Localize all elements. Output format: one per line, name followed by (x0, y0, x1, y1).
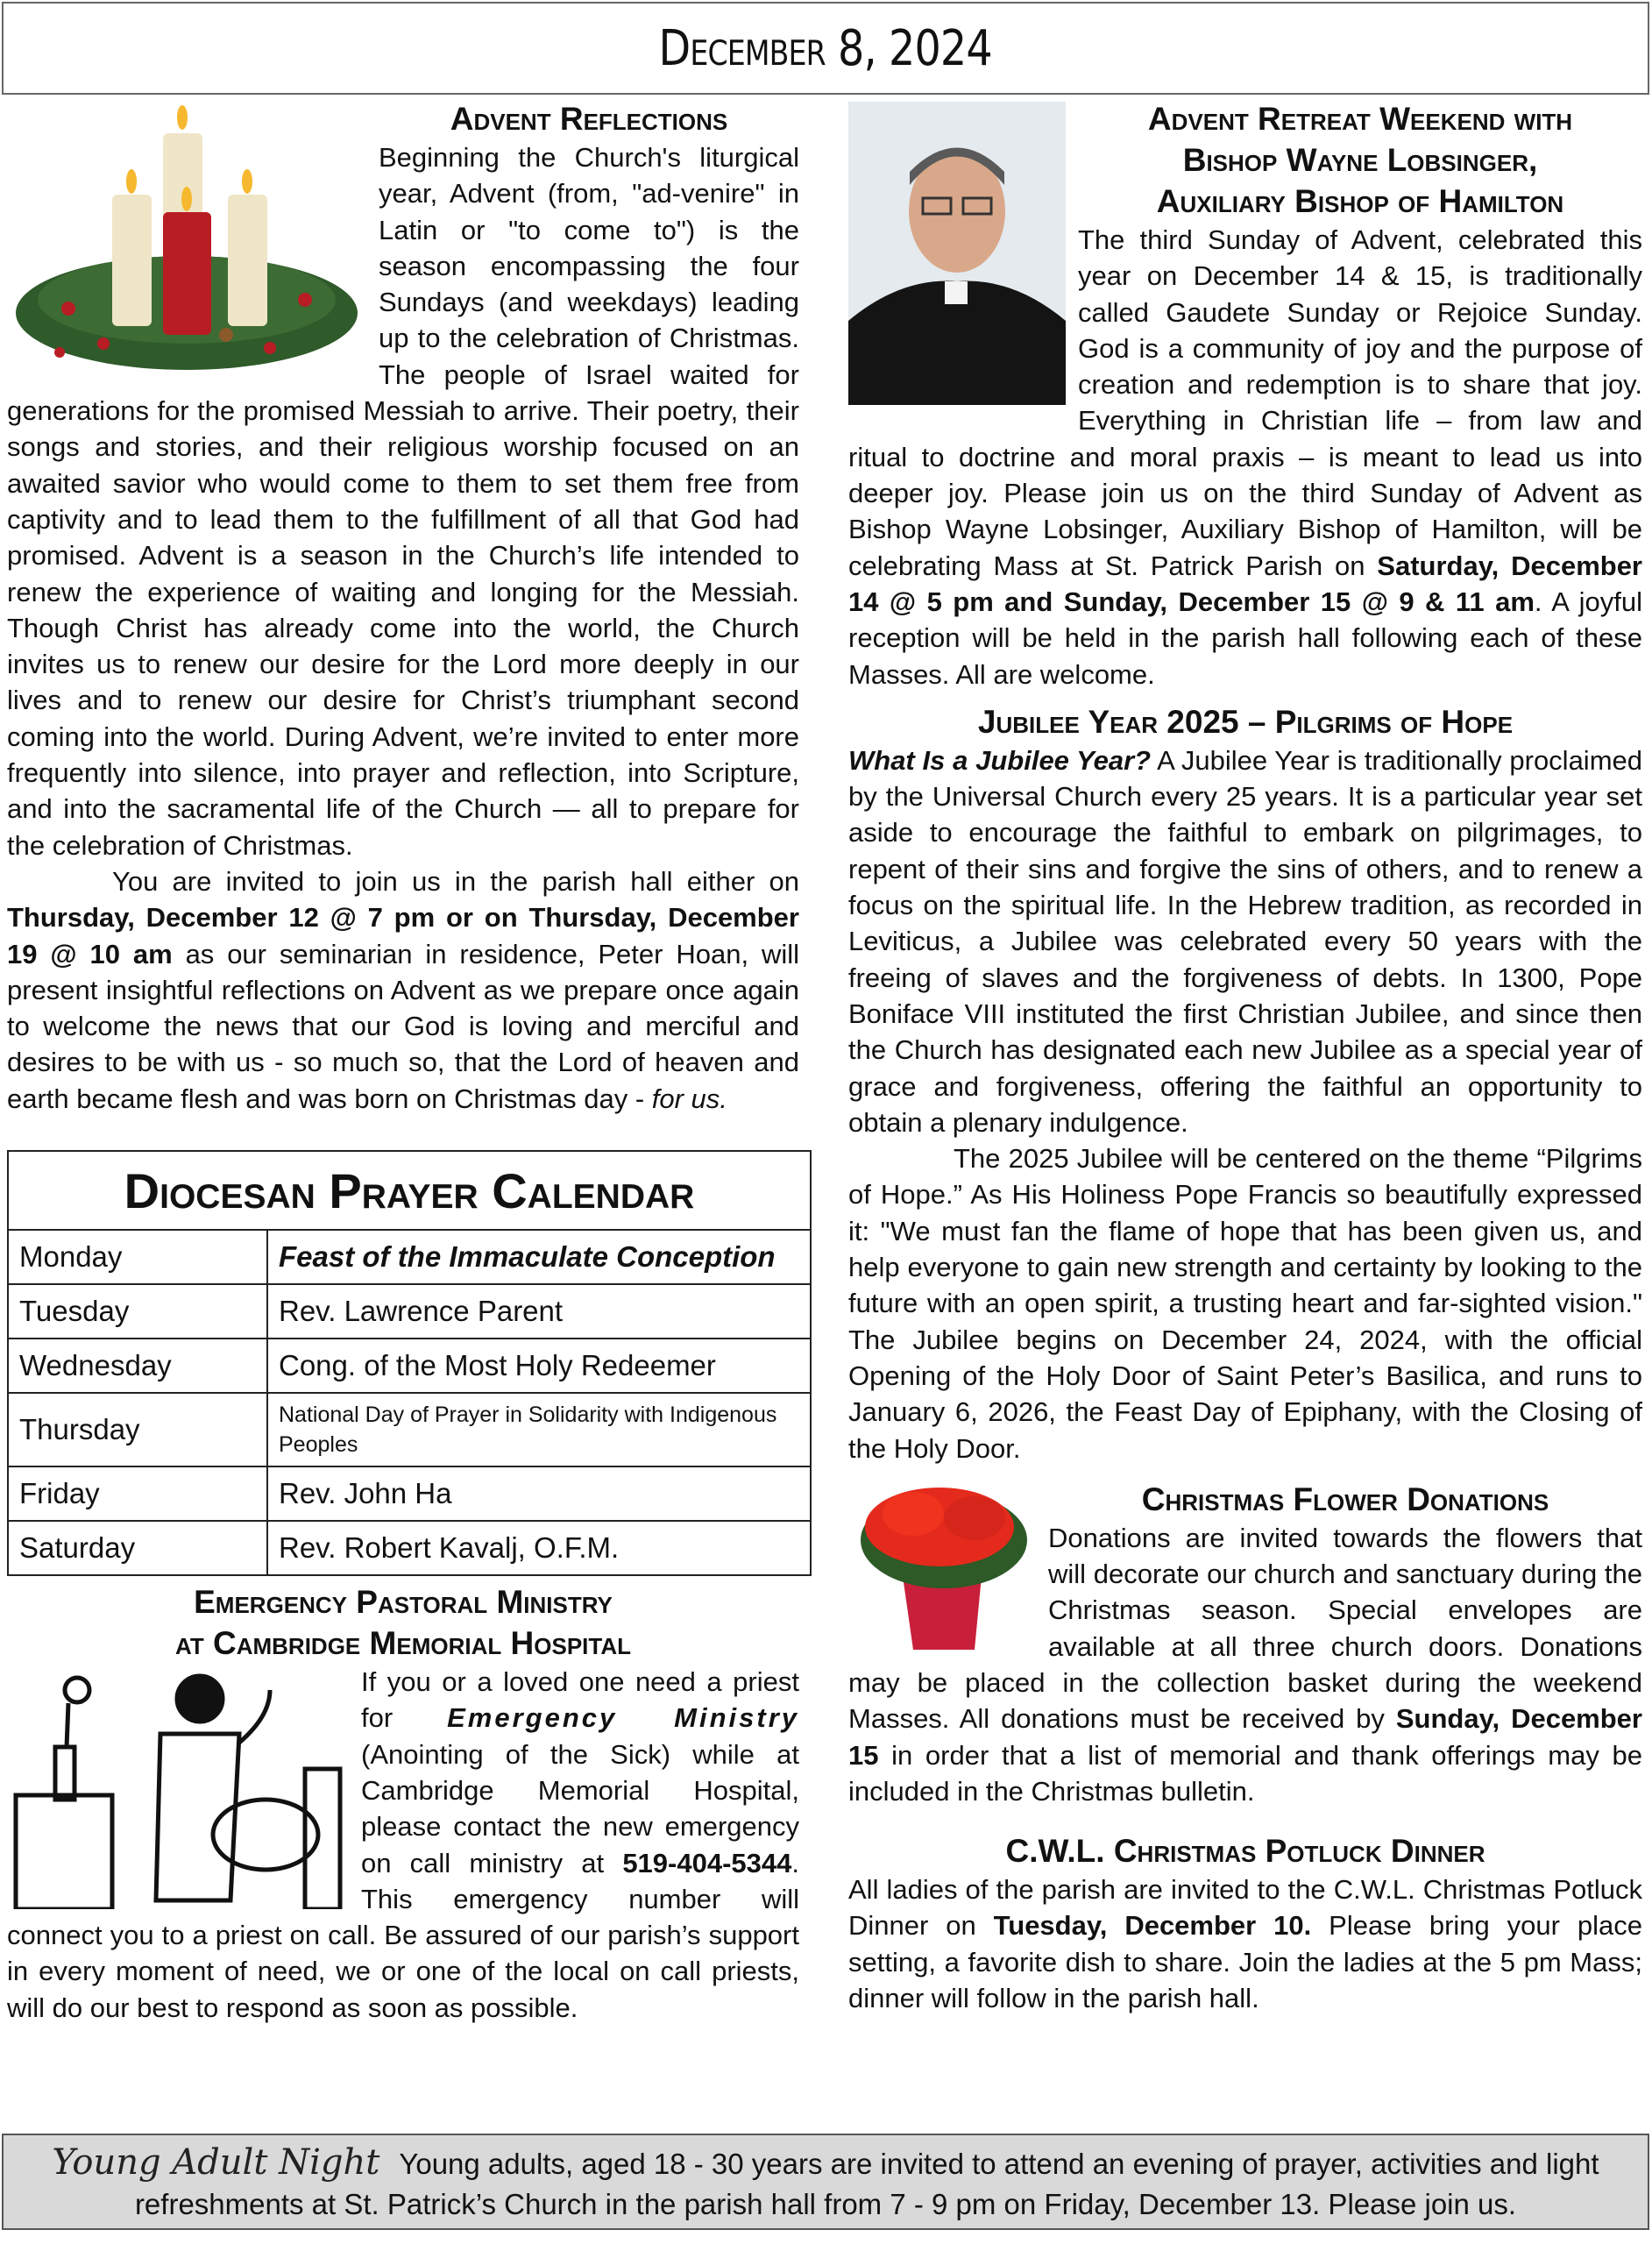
flower-donations-title: Christmas Flower Donations (1141, 1481, 1549, 1517)
table-row: Wednesday Cong. of the Most Holy Redeemer (8, 1339, 811, 1393)
emergency-title-line2: at Cambridge Memorial Hospital (174, 1625, 631, 1662)
table-row: Friday Rev. John Ha (8, 1466, 811, 1521)
emergency-title-line1: Emergency Pastoral Ministry (194, 1584, 613, 1621)
advent-reflections-title: Advent Reflections (450, 101, 728, 137)
page-header (2, 2, 1649, 95)
left-column (7, 98, 799, 2026)
right-column (848, 98, 1642, 2016)
prayer-calendar-table (7, 1150, 812, 1576)
advent-retreat-section (848, 98, 1642, 692)
young-adult-night-text: Young adults, aged 18 - 30 years are invited to attend an evening of prayer, activities and light refreshments at St. Patrick’s Church in the parish hall from 7 - 9 pm on Friday, December 13. Please join us. (134, 2148, 1599, 2220)
cwl-potluck-section (848, 1830, 1642, 2016)
emergency-ministry-section (7, 1581, 799, 2026)
prayer-calendar-title: Diocesan Prayer Calendar (8, 1151, 811, 1230)
cwl-title: C.W.L. Christmas Potluck Dinner (1005, 1833, 1485, 1870)
jubilee-para1: What Is a Jubilee Year? A Jubilee Year is traditionally proclaimed by the Universal Church every 25 years. It is a particular year set aside to encourage the faithful to embark on pilgrimages, to repent of their sins and forgive the sins of others, and to renew a focus on the spiritual life. In the Hebrew tradition, as recorded in Leviticus, a Jubilee was celebrated every 50 years with the freeing of slaves and the forgiveness of debts. In 1300, Pope Boniface VIII instituted the first Christian Jubilee, and since then the Church has designated each new Jubilee as a special year of grace and forgiveness, offering the faithful an opportunity to obtain a plenary indulgence. (848, 744, 1642, 1138)
priest-anointing-illustration (7, 1664, 349, 1909)
young-adult-night-banner (2, 2134, 1649, 2230)
table-row: Monday Feast of the Immaculate Conception (8, 1230, 811, 1284)
emergency-text: If you or a loved one need a priest for Emergency Ministry (Anointing of the Sick) while at Cambridge Memorial Hospital, please contact the new emergency on call ministry at 519-404-5344. This emergency number will connect you to a priest on call. Be assured of our parish’s support in every moment of need, we or one of the local on call priests, will do our best to respond as soon as possible. (7, 1666, 799, 2023)
jubilee-title: Jubilee Year 2025 – Pilgrims of Hope (977, 703, 1514, 740)
table-row: Saturday Rev. Robert Kavalj, O.F.M. (8, 1521, 811, 1575)
flower-donations-text: Donations are invited towards the flowers that will decorate our church and sanctuary during the Christmas season. Special envelopes are available at all three church doors. Donations may be placed in the collection basket during the weekend Masses. All donations must be received by Sunday, December 15 in order that a list of memorial and thank offerings may be included in the Christmas bulletin. (848, 1522, 1642, 1807)
advent-wreath-image (7, 98, 366, 379)
donation-deadline: Sunday, December 15 (848, 1703, 1642, 1771)
advent-reflections-para1: Beginning the Church's liturgical year, Advent (from, "ad-venire" in Latin or "to come to") is the season encompassing the four Sundays (and weekdays) leading up to the celebration of Christmas. The people of Israel waited for generations for the promised Messiah to arrive. Their poetry, their songs and stories, and their religious worship focused on an awaited savior who would come to them to set them free from captivity and to lead them to the fulfillment of all that God had promised. Advent is a season in the Church’s life intended to renew the experience of waiting and longing for the Messiah. Though Christ has already come into the world, the Church invites us to renew our desire for the Lord more deeply in our lives and to renew our desire for Christ’s triumphant second coming into the world. During Advent, we’re invited to enter more frequently into silence, into prayer and reflection, into Scripture, and into the sacramental life of the Church — all to prepare for the celebration of Christmas. (7, 142, 799, 861)
retreat-title-line1: Advent Retreat Weekend with (1147, 101, 1573, 137)
retreat-text: The third Sunday of Advent, celebrated this year on December 14 & 15, is traditionally called Gaudete Sunday or Rejoice Sunday. God is a community of joy and the purpose of creation and redemption is to share that joy. Everything in Christian life – from law and ritual to doctrine and moral praxis – is meant to lead us into deeper joy. Please join us on the third Sunday of Advent as Bishop Wayne Lobsinger, Auxiliary Bishop of Hamilton, will be celebrating Mass at St. Patrick Parish on Saturday, December 14 @ 5 pm and Sunday, December 15 @ 9 & 11 am. A joyful reception will be held in the parish hall following each of these Masses. All are welcome. (848, 224, 1642, 690)
jubilee-section (848, 701, 1642, 1466)
table-row: Thursday National Day of Prayer in Solidarity with Indigenous Peoples (8, 1393, 811, 1466)
event-dates: Thursday, December 12 @ 7 pm or on Thursday, December 19 @ 10 am (7, 902, 799, 969)
advent-reflections-section (7, 98, 799, 1117)
cwl-text: All ladies of the parish are invited to the C.W.L. Christmas Potluck Dinner on Tuesday, December 10. Please bring your place setting, a favorite dish to share. Join the ladies at the 5 pm Mass; dinner will follow in the parish hall. (848, 1874, 1642, 2014)
flower-donations-section (848, 1479, 1642, 1809)
young-adult-night-title: Young Adult Night (52, 2142, 380, 2183)
advent-reflections-para2: You are invited to join us in the parish hall either on Thursday, December 12 @ 7 pm or on Thursday, December 19 @ 10 am as our seminarian in residence, Peter Hoan, will present insightful reflections on Advent as we prepare once again to welcome the news that our God is loving and merciful and desires to be with us - so much so, that the Lord of heaven and earth became flesh and was born on Christmas day - for us. (7, 865, 799, 1114)
retreat-title-line2: Bishop Wayne Lobsinger, (1182, 142, 1538, 178)
emergency-phone-number: 519-404-5344 (622, 1847, 792, 1878)
jubilee-para2: The 2025 Jubilee will be centered on the theme “Pilgrims of Hope.” As His Holiness Pope Francis so beautifully expressed it: "We must fan the flame of hope that has been given us, and help everyone to gain new strength and certainty by looking to the future with an open spirit, a trusting heart and far-sighted vision." The Jubilee begins on December 24, 2024, with the official Opening of the Holy Door of Saint Peter’s Basilica, and runs to January 6, 2026, the Feast Day of Epiphany, with the Closing of the Holy Door. (848, 1143, 1642, 1464)
bulletin-date: December 8, 2024 (658, 19, 993, 77)
table-row: Tuesday Rev. Lawrence Parent (8, 1284, 811, 1339)
cwl-date: Tuesday, December 10. (993, 1910, 1312, 1942)
retreat-mass-times: Saturday, December 14 @ 5 pm and Sunday, December 15 @ 9 & 11 am (848, 550, 1642, 617)
bishop-portrait-image (848, 102, 1066, 405)
jubilee-question: What Is a Jubilee Year? (848, 744, 1152, 776)
retreat-title-line3: Auxiliary Bishop of Hamilton (1156, 183, 1564, 219)
poinsettia-image (852, 1479, 1036, 1654)
